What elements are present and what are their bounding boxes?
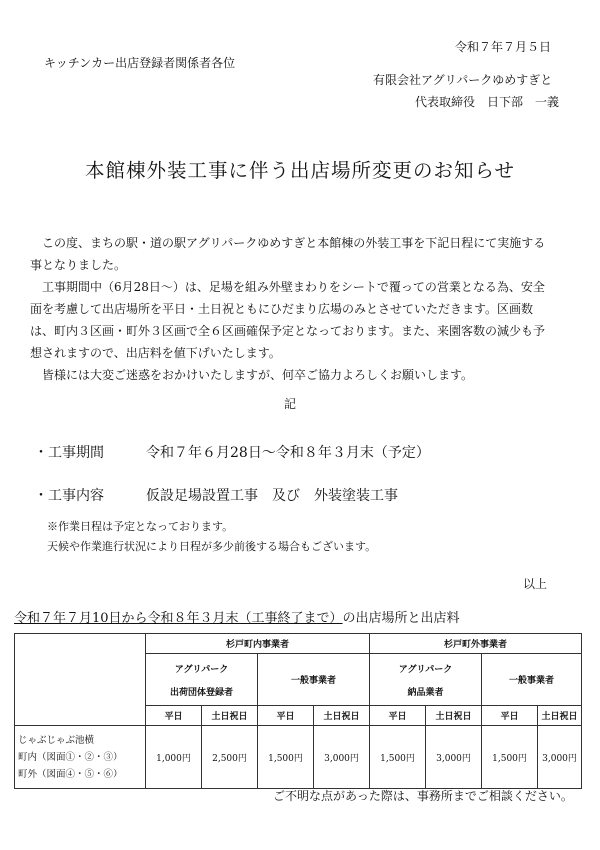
construction-period-value: 令和７年６月28日～令和８年３月末（予定） (146, 445, 430, 461)
body-paragraph: 皆様には大変ご迷惑をおかけいたしますが、何卒ご協力よろしくお願いします。 (42, 368, 474, 382)
fee-cell: 3,000円 (314, 726, 370, 789)
weekend-header: 土日祝日 (426, 706, 482, 726)
construction-content (34, 485, 398, 505)
table-corner (15, 634, 146, 726)
fee-cell: 1,000円 (146, 726, 202, 789)
notice-body (30, 232, 555, 386)
sender-representative: 代表取締役 日下部 一義 (415, 95, 560, 109)
fee-cell: 3,000円 (538, 726, 582, 789)
fee-cell: 1,500円 (370, 726, 426, 789)
location-cell (15, 726, 146, 789)
section-title (14, 607, 460, 626)
fee-cell: 3,000円 (426, 726, 482, 789)
group-out-town: 杉戸町外事業者 (370, 634, 582, 654)
construction-content-label: ・工事内容 (34, 488, 104, 504)
weekend-header: 土日祝日 (538, 706, 582, 726)
recipient-line: キッチンカー出店登録者関係者各位 (44, 56, 236, 70)
section-title-rest: の出店場所と出店料 (342, 611, 460, 626)
schedule-note: ※作業日程は予定となっております。 (47, 520, 234, 533)
location-in-town: 町内（図面①・②・③） (18, 751, 123, 763)
fee-table (14, 633, 582, 789)
sub-out-general: 一般事業者 (482, 654, 582, 706)
page-title: 本館棟外装工事に伴う出店場所変更のお知らせ (85, 159, 515, 182)
sub-in-agri-line1: アグリパーク (174, 664, 229, 675)
construction-period (34, 442, 430, 462)
construction-content-value: 仮設足場設置工事 及び 外装塗装工事 (146, 488, 398, 504)
location-name: じゃぶじゃぶ池横 (18, 734, 95, 746)
sub-in-agri (146, 654, 258, 706)
sender-company: 有限会社アグリパークゆめすぎと (373, 73, 553, 87)
weekday-header: 平日 (370, 706, 426, 726)
fee-cell: 1,500円 (482, 726, 538, 789)
weekday-header: 平日 (258, 706, 314, 726)
closing-mark: 以上 (523, 577, 548, 591)
sub-out-agri (370, 654, 482, 706)
section-title-period: 令和７年７月10日から令和８年３月末（工事終了まで） (14, 611, 343, 626)
body-paragraph: この度、まちの駅・道の駅アグリパークゆめすぎと本館棟の外装工事を下記日程にて実施する事となりました。 (30, 236, 546, 272)
weekday-header: 平日 (482, 706, 538, 726)
sub-out-agri-line1: アグリパーク (398, 664, 453, 675)
body-paragraph: 工事期間中（6月28日～）は、足場を組み外壁まわりをシートで覆っての営業となる為、安全面を考慮して出店場所を平日・土日祝ともにひだまり広場のみとさせていただきます。区画数は、町内３区画・町外３区画で全６区画確保予定となっております。また、来園客数の減少も予想されますので、出店料を値下げいたします。 (30, 280, 546, 360)
document-date: 令和７年７月５日 (455, 40, 552, 54)
weekend-header: 土日祝日 (202, 706, 258, 726)
construction-period-label: ・工事期間 (34, 445, 104, 461)
ki-heading: 記 (284, 397, 297, 411)
sub-in-agri-line2: 出荷団体登録者 (169, 687, 233, 698)
location-out-town: 町外（図面④・⑤・⑥） (18, 768, 123, 780)
sub-out-agri-line2: 納品業者 (407, 687, 444, 698)
fee-cell: 1,500円 (258, 726, 314, 789)
weather-note: 天候や作業進行状況により日程が多少前後する場合もございます。 (47, 540, 377, 553)
weekday-header: 平日 (146, 706, 202, 726)
sub-in-general: 一般事業者 (258, 654, 370, 706)
weekend-header: 土日祝日 (314, 706, 370, 726)
fee-cell: 2,500円 (202, 726, 258, 789)
footer-note: ご不明な点があった際は、事務所までご相談ください。 (273, 789, 573, 803)
group-in-town: 杉戸町内事業者 (146, 634, 370, 654)
